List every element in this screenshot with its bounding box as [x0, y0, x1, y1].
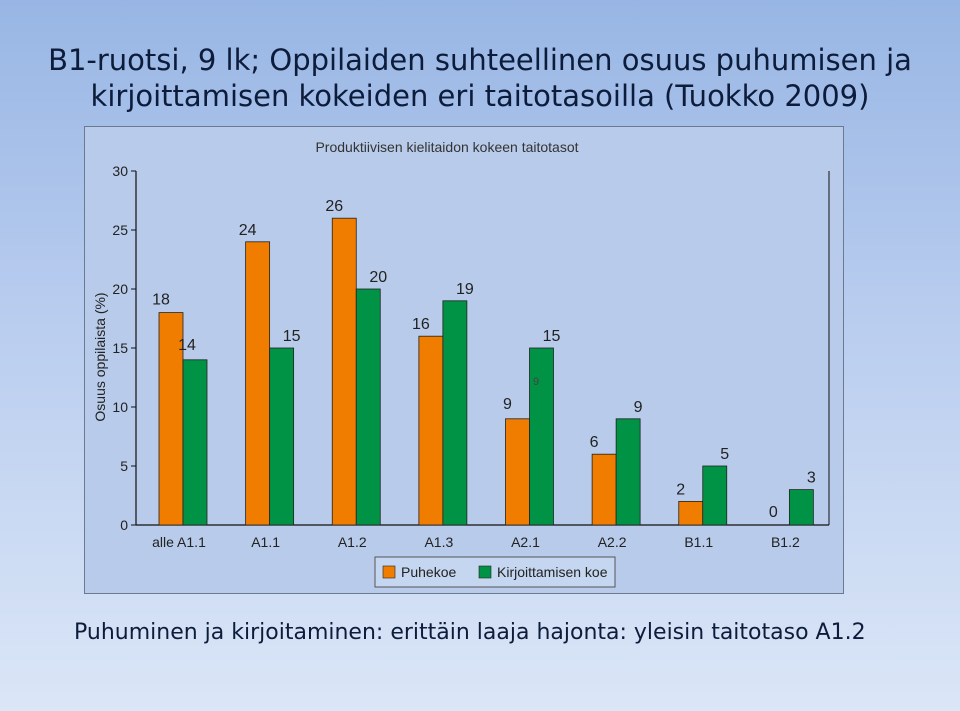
x-tick-label: alle A1.1 [152, 534, 206, 550]
data-label: 0 [768, 504, 778, 521]
legend-swatch-kirjoittamisen-koe [479, 566, 491, 578]
bar-kirjoittamisen-koe [530, 348, 554, 525]
x-tick-label: A2.1 [511, 534, 540, 550]
y-tick-label: 20 [112, 281, 128, 297]
slide-title [40, 42, 920, 114]
x-tick-label: A1.1 [251, 534, 281, 550]
bar-kirjoittamisen-koe [789, 490, 813, 525]
y-tick-label: 5 [120, 458, 128, 474]
data-label: 15 [542, 328, 561, 345]
data-label: 24 [238, 221, 257, 239]
bar-puhekoe [506, 419, 530, 525]
x-tick-label: A2.2 [597, 534, 627, 550]
bar-puhekoe [592, 454, 616, 525]
data-label: 6 [589, 434, 599, 452]
bar-chart [85, 127, 843, 593]
data-label: 19 [455, 280, 474, 298]
chart-title: Produktiivisen kielitaidon kokeen taitotasot [315, 139, 579, 155]
y-tick-label: 30 [112, 163, 128, 179]
x-tick-label: A1.3 [424, 534, 454, 550]
y-tick-label: 15 [112, 340, 128, 356]
legend-label-kirjoittamisen-koe: Kirjoittamisen koe [497, 564, 608, 580]
bar-kirjoittamisen-koe [443, 301, 467, 525]
slide-title-line1: B1-ruotsi, 9 lk; Oppilaiden suhteellinen osuus puhumisen ja [48, 43, 912, 77]
bar-kirjoittamisen-koe [270, 348, 294, 525]
bar-kirjoittamisen-koe [356, 289, 380, 525]
data-label: 14 [178, 336, 196, 354]
data-label: 2 [676, 481, 686, 499]
bar-puhekoe [246, 242, 270, 525]
x-tick-label: B1.2 [770, 534, 800, 550]
y-axis-title: Osuus oppilaista (%) [92, 292, 108, 422]
bar-puhekoe [419, 336, 443, 525]
data-label: 9 [633, 398, 643, 416]
legend-swatch-puhekoe [383, 566, 395, 578]
bar-kirjoittamisen-koe [616, 419, 640, 525]
data-label: 3 [806, 469, 816, 487]
stray-data-label: 9 [532, 376, 540, 388]
y-tick-label: 25 [112, 222, 128, 238]
legend-label-puhekoe: Puhekoe [401, 564, 457, 580]
bar-kirjoittamisen-koe [703, 466, 727, 525]
data-label: 15 [282, 328, 301, 345]
slide-footer: Puhuminen ja kirjoitaminen: erittäin laaja hajonta: yleisin taitotaso A1.2 [74, 620, 866, 645]
slide-title-line2: kirjoittamisen kokeiden eri taitotasoilla (Tuokko 2009) [90, 79, 870, 113]
data-label: 20 [369, 269, 388, 286]
x-tick-label: A1.2 [337, 534, 367, 550]
data-label: 18 [152, 291, 170, 309]
y-tick-label: 10 [112, 399, 128, 415]
bar-puhekoe [679, 501, 703, 525]
x-tick-label: B1.1 [684, 534, 714, 550]
data-label: 5 [720, 446, 730, 463]
bar-kirjoittamisen-koe [183, 360, 207, 525]
chart-panel [84, 126, 844, 594]
bar-puhekoe [332, 218, 356, 525]
y-tick-label: 0 [120, 517, 128, 533]
data-label: 9 [503, 395, 512, 413]
data-label: 26 [325, 198, 344, 216]
data-label: 16 [411, 316, 430, 334]
